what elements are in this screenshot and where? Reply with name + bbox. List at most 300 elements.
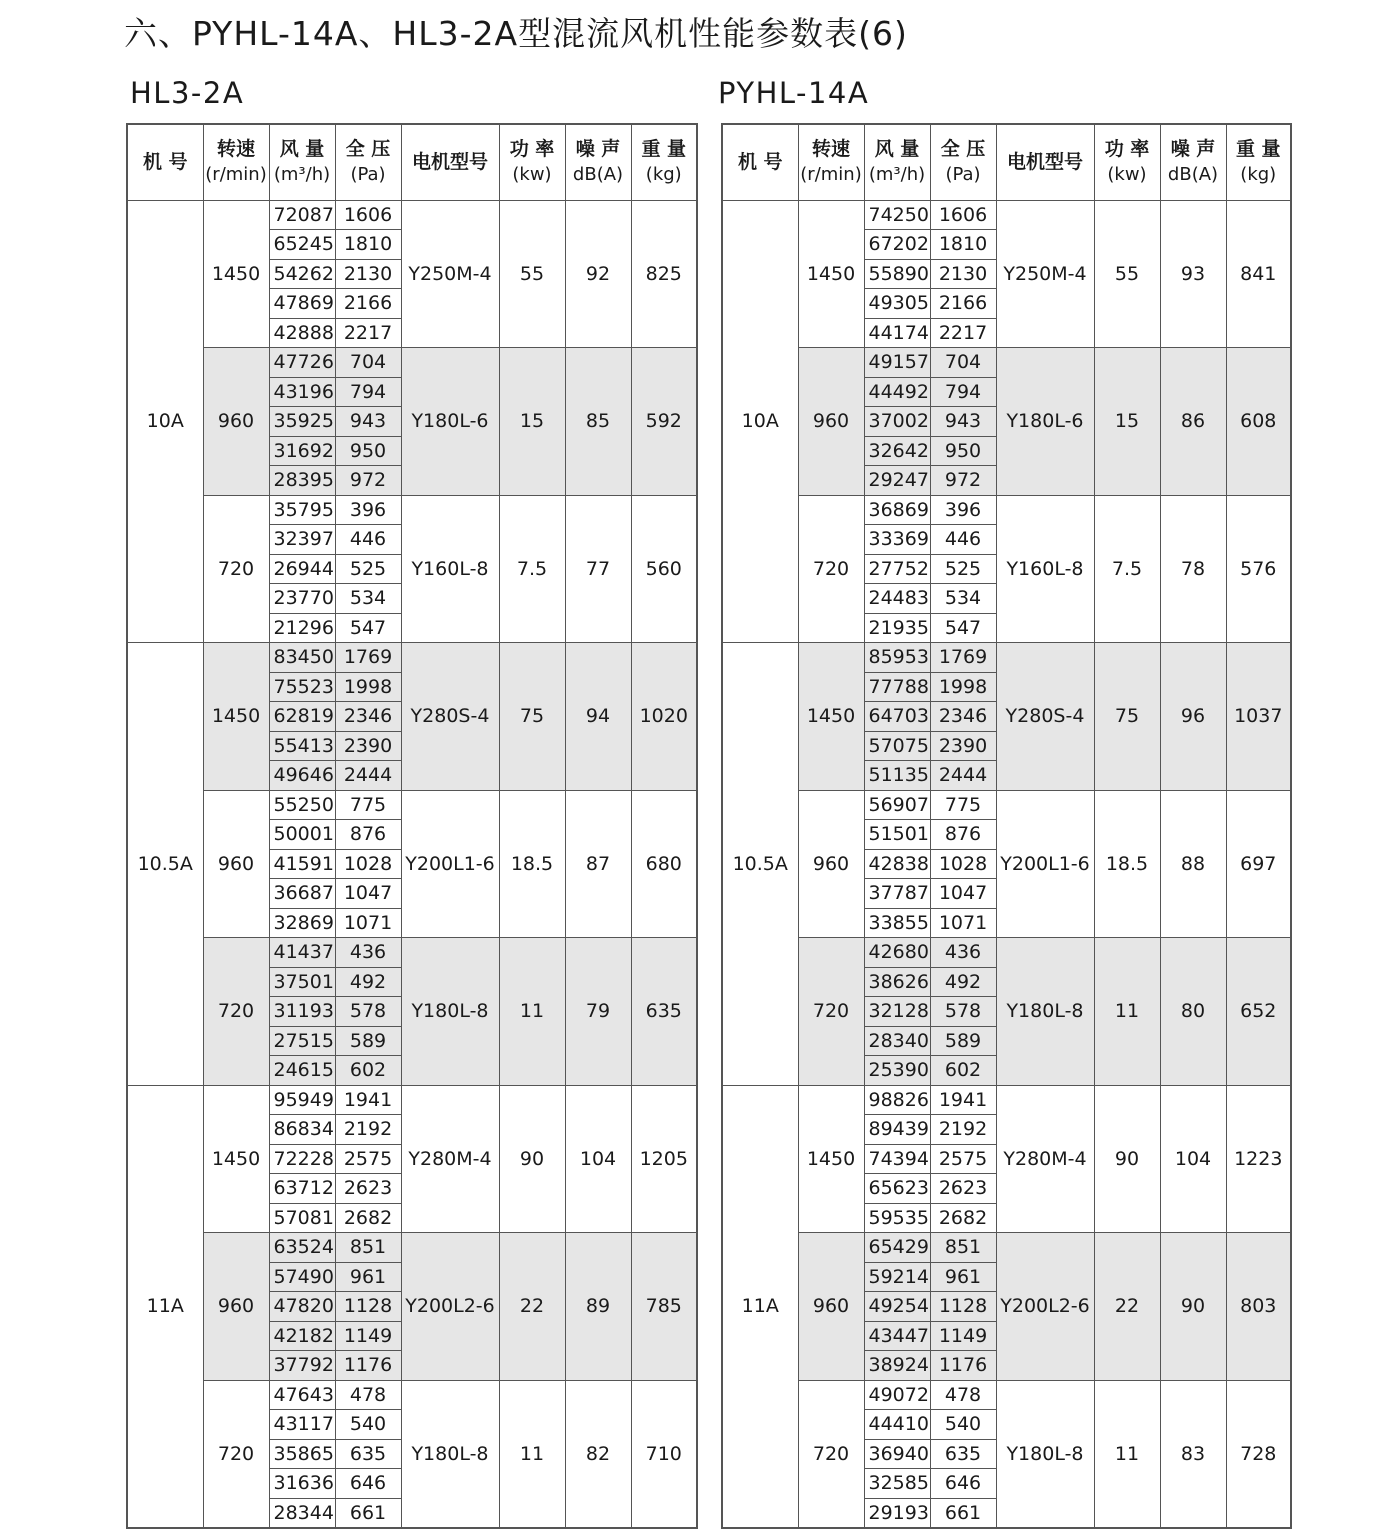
flow-cell: 23770 (269, 584, 335, 614)
flow-cell: 28395 (269, 466, 335, 496)
pressure-cell: 547 (335, 613, 401, 643)
power-cell: 90 (1094, 1085, 1160, 1233)
flow-cell: 77788 (864, 672, 930, 702)
pressure-cell: 534 (930, 584, 996, 614)
pressure-cell: 1176 (335, 1351, 401, 1381)
pressure-cell: 851 (930, 1233, 996, 1263)
motor-cell: Y180L-8 (996, 938, 1094, 1086)
flow-cell: 43196 (269, 377, 335, 407)
pressure-cell: 943 (335, 407, 401, 437)
table-row (127, 790, 697, 820)
table-row (127, 1380, 697, 1410)
flow-cell: 75523 (269, 672, 335, 702)
speed-cell: 960 (798, 790, 864, 938)
weight-cell: 1020 (631, 643, 697, 791)
pressure-cell: 2346 (335, 702, 401, 732)
pressure-cell: 1149 (930, 1321, 996, 1351)
flow-cell: 47643 (269, 1380, 335, 1410)
motor-cell: Y250M-4 (401, 200, 499, 348)
flow-cell: 83450 (269, 643, 335, 673)
flow-cell: 38626 (864, 967, 930, 997)
flow-cell: 25390 (864, 1056, 930, 1086)
weight-cell: 652 (1226, 938, 1291, 1086)
flow-cell: 98826 (864, 1085, 930, 1115)
noise-cell: 80 (1160, 938, 1226, 1086)
flow-cell: 57490 (269, 1262, 335, 1292)
motor-cell: Y180L-8 (401, 938, 499, 1086)
power-cell: 15 (499, 348, 565, 496)
noise-cell: 85 (565, 348, 631, 496)
flow-cell: 29247 (864, 466, 930, 496)
noise-cell: 93 (1160, 200, 1226, 348)
table-row (127, 1085, 697, 1115)
table-row (722, 1380, 1291, 1410)
flow-cell: 32642 (864, 436, 930, 466)
flow-cell: 49254 (864, 1292, 930, 1322)
flow-cell: 65245 (269, 230, 335, 260)
model-cell: 10.5A (722, 643, 798, 1086)
flow-cell: 37501 (269, 967, 335, 997)
flow-cell: 42182 (269, 1321, 335, 1351)
flow-cell: 36687 (269, 879, 335, 909)
pressure-cell: 547 (930, 613, 996, 643)
pressure-cell: 602 (930, 1056, 996, 1086)
flow-cell: 50001 (269, 820, 335, 850)
pressure-cell: 2390 (335, 731, 401, 761)
pressure-cell: 961 (335, 1262, 401, 1292)
pressure-cell: 1998 (335, 672, 401, 702)
pressure-cell: 1941 (930, 1085, 996, 1115)
weight-cell: 710 (631, 1380, 697, 1528)
motor-cell: Y180L-6 (401, 348, 499, 496)
flow-cell: 49157 (864, 348, 930, 378)
pressure-cell: 2217 (930, 318, 996, 348)
pressure-cell: 525 (335, 554, 401, 584)
pressure-cell: 1769 (930, 643, 996, 673)
flow-cell: 51501 (864, 820, 930, 850)
power-cell: 15 (1094, 348, 1160, 496)
flow-cell: 24615 (269, 1056, 335, 1086)
flow-cell: 21935 (864, 613, 930, 643)
header-speed: 转速 (r/min) (203, 124, 269, 200)
table-row (127, 200, 697, 230)
pressure-cell: 2192 (335, 1115, 401, 1145)
noise-cell: 89 (565, 1233, 631, 1381)
pressure-cell: 589 (930, 1026, 996, 1056)
table-row (722, 1085, 1291, 1115)
header-flow: 风 量 (m³/h) (864, 124, 930, 200)
pressure-cell: 1769 (335, 643, 401, 673)
pressure-cell: 525 (930, 554, 996, 584)
power-cell: 55 (499, 200, 565, 348)
flow-cell: 67202 (864, 230, 930, 260)
pressure-cell: 534 (335, 584, 401, 614)
flow-cell: 36869 (864, 495, 930, 525)
flow-cell: 64703 (864, 702, 930, 732)
power-cell: 11 (499, 938, 565, 1086)
table-name-pyhl-14a: PYHL-14A (718, 76, 870, 110)
flow-cell: 72228 (269, 1144, 335, 1174)
motor-cell: Y180L-8 (996, 1380, 1094, 1528)
pressure-cell: 2623 (335, 1174, 401, 1204)
pressure-cell: 851 (335, 1233, 401, 1263)
pressure-cell: 446 (930, 525, 996, 555)
pressure-cell: 1028 (335, 849, 401, 879)
pressure-cell: 478 (930, 1380, 996, 1410)
noise-cell: 96 (1160, 643, 1226, 791)
pressure-cell: 540 (335, 1410, 401, 1440)
power-cell: 11 (499, 1380, 565, 1528)
pressure-cell: 2192 (930, 1115, 996, 1145)
table-row (722, 1233, 1291, 1263)
power-cell: 18.5 (1094, 790, 1160, 938)
flow-cell: 29193 (864, 1498, 930, 1528)
pressure-cell: 1810 (930, 230, 996, 260)
flow-cell: 74250 (864, 200, 930, 230)
flow-cell: 49072 (864, 1380, 930, 1410)
pressure-cell: 794 (335, 377, 401, 407)
flow-cell: 44410 (864, 1410, 930, 1440)
model-cell: 11A (127, 1085, 203, 1528)
pressure-cell: 775 (930, 790, 996, 820)
noise-cell: 92 (565, 200, 631, 348)
pressure-cell: 1810 (335, 230, 401, 260)
speed-cell: 1450 (798, 200, 864, 348)
power-cell: 22 (1094, 1233, 1160, 1381)
table-row (722, 938, 1291, 968)
flow-cell: 28340 (864, 1026, 930, 1056)
pressure-cell: 876 (930, 820, 996, 850)
weight-cell: 825 (631, 200, 697, 348)
motor-cell: Y200L2-6 (996, 1233, 1094, 1381)
pressure-cell: 1071 (930, 908, 996, 938)
pressure-cell: 961 (930, 1262, 996, 1292)
flow-cell: 62819 (269, 702, 335, 732)
pressure-cell: 661 (335, 1498, 401, 1528)
header-motor: 电机型号 (996, 124, 1094, 200)
pressure-cell: 972 (335, 466, 401, 496)
noise-cell: 90 (1160, 1233, 1226, 1381)
power-cell: 75 (1094, 643, 1160, 791)
table-row (722, 348, 1291, 378)
speed-cell: 960 (203, 790, 269, 938)
header-row (722, 124, 1291, 200)
header-power: 功 率 (kw) (1094, 124, 1160, 200)
speed-cell: 1450 (203, 200, 269, 348)
motor-cell: Y280S-4 (996, 643, 1094, 791)
table-row (722, 200, 1291, 230)
flow-cell: 41437 (269, 938, 335, 968)
speed-cell: 960 (203, 348, 269, 496)
pressure-cell: 1941 (335, 1085, 401, 1115)
motor-cell: Y180L-6 (996, 348, 1094, 496)
header-pressure: 全 压 (Pa) (930, 124, 996, 200)
table-row (127, 495, 697, 525)
weight-cell: 635 (631, 938, 697, 1086)
flow-cell: 85953 (864, 643, 930, 673)
flow-cell: 55250 (269, 790, 335, 820)
header-speed: 转速 (r/min) (798, 124, 864, 200)
noise-cell: 86 (1160, 348, 1226, 496)
pressure-cell: 794 (930, 377, 996, 407)
flow-cell: 24483 (864, 584, 930, 614)
pressure-cell: 646 (930, 1469, 996, 1499)
power-cell: 7.5 (499, 495, 565, 643)
header-noise: 噪 声 dB(A) (565, 124, 631, 200)
noise-cell: 87 (565, 790, 631, 938)
flow-cell: 59214 (864, 1262, 930, 1292)
flow-cell: 49646 (269, 761, 335, 791)
header-row (127, 124, 697, 200)
motor-cell: Y160L-8 (401, 495, 499, 643)
pressure-cell: 972 (930, 466, 996, 496)
flow-cell: 32585 (864, 1469, 930, 1499)
table-row (722, 495, 1291, 525)
speed-cell: 720 (203, 1380, 269, 1528)
pressure-cell: 1128 (335, 1292, 401, 1322)
flow-cell: 51135 (864, 761, 930, 791)
pressure-cell: 446 (335, 525, 401, 555)
motor-cell: Y280M-4 (996, 1085, 1094, 1233)
pressure-cell: 950 (930, 436, 996, 466)
pressure-cell: 1071 (335, 908, 401, 938)
noise-cell: 94 (565, 643, 631, 791)
header-power: 功 率 (kw) (499, 124, 565, 200)
flow-cell: 57081 (269, 1203, 335, 1233)
pressure-cell: 589 (335, 1026, 401, 1056)
weight-cell: 560 (631, 495, 697, 643)
weight-cell: 841 (1226, 200, 1291, 348)
pressure-cell: 396 (335, 495, 401, 525)
spec-table-hl3-2a (126, 123, 698, 1529)
flow-cell: 31636 (269, 1469, 335, 1499)
flow-cell: 35925 (269, 407, 335, 437)
pressure-cell: 950 (335, 436, 401, 466)
flow-cell: 63712 (269, 1174, 335, 1204)
pressure-cell: 2575 (335, 1144, 401, 1174)
speed-cell: 720 (203, 938, 269, 1086)
noise-cell: 104 (565, 1085, 631, 1233)
pressure-cell: 540 (930, 1410, 996, 1440)
pressure-cell: 1606 (335, 200, 401, 230)
noise-cell: 79 (565, 938, 631, 1086)
flow-cell: 74394 (864, 1144, 930, 1174)
power-cell: 11 (1094, 1380, 1160, 1528)
speed-cell: 960 (798, 1233, 864, 1381)
table-row (127, 938, 697, 968)
pressure-cell: 876 (335, 820, 401, 850)
table-row (127, 348, 697, 378)
pressure-cell: 478 (335, 1380, 401, 1410)
speed-cell: 720 (798, 938, 864, 1086)
flow-cell: 44492 (864, 377, 930, 407)
pressure-cell: 492 (335, 967, 401, 997)
weight-cell: 803 (1226, 1233, 1291, 1381)
pressure-cell: 2444 (930, 761, 996, 791)
flow-cell: 31193 (269, 997, 335, 1027)
noise-cell: 78 (1160, 495, 1226, 643)
pressure-cell: 1998 (930, 672, 996, 702)
motor-cell: Y200L2-6 (401, 1233, 499, 1381)
table-row (722, 643, 1291, 673)
flow-cell: 47726 (269, 348, 335, 378)
power-cell: 11 (1094, 938, 1160, 1086)
header-flow: 风 量 (m³/h) (269, 124, 335, 200)
motor-cell: Y200L1-6 (401, 790, 499, 938)
speed-cell: 720 (798, 1380, 864, 1528)
pressure-cell: 1028 (930, 849, 996, 879)
pressure-cell: 492 (930, 967, 996, 997)
pressure-cell: 578 (335, 997, 401, 1027)
power-cell: 22 (499, 1233, 565, 1381)
pressure-cell: 1176 (930, 1351, 996, 1381)
flow-cell: 59535 (864, 1203, 930, 1233)
speed-cell: 1450 (798, 1085, 864, 1233)
spec-table-pyhl-14a (721, 123, 1292, 1529)
pressure-cell: 775 (335, 790, 401, 820)
page-title: 六、PYHL-14A、HL3-2A型混流风机性能参数表(6) (124, 14, 908, 53)
power-cell: 75 (499, 643, 565, 791)
pressure-cell: 704 (930, 348, 996, 378)
flow-cell: 27515 (269, 1026, 335, 1056)
pressure-cell: 2217 (335, 318, 401, 348)
pressure-cell: 661 (930, 1498, 996, 1528)
flow-cell: 36940 (864, 1439, 930, 1469)
pressure-cell: 635 (930, 1439, 996, 1469)
pressure-cell: 602 (335, 1056, 401, 1086)
flow-cell: 32397 (269, 525, 335, 555)
flow-cell: 42838 (864, 849, 930, 879)
header-model-no: 机 号 (722, 124, 798, 200)
weight-cell: 785 (631, 1233, 697, 1381)
model-cell: 10.5A (127, 643, 203, 1086)
header-pressure: 全 压 (Pa) (335, 124, 401, 200)
pressure-cell: 2346 (930, 702, 996, 732)
flow-cell: 42680 (864, 938, 930, 968)
flow-cell: 43117 (269, 1410, 335, 1440)
motor-cell: Y160L-8 (996, 495, 1094, 643)
power-cell: 55 (1094, 200, 1160, 348)
flow-cell: 42888 (269, 318, 335, 348)
speed-cell: 1450 (798, 643, 864, 791)
flow-cell: 57075 (864, 731, 930, 761)
pressure-cell: 2444 (335, 761, 401, 791)
model-cell: 10A (722, 200, 798, 643)
flow-cell: 32869 (269, 908, 335, 938)
pressure-cell: 646 (335, 1469, 401, 1499)
flow-cell: 65429 (864, 1233, 930, 1263)
noise-cell: 77 (565, 495, 631, 643)
flow-cell: 38924 (864, 1351, 930, 1381)
weight-cell: 1037 (1226, 643, 1291, 791)
pressure-cell: 2130 (335, 259, 401, 289)
motor-cell: Y280M-4 (401, 1085, 499, 1233)
speed-cell: 1450 (203, 643, 269, 791)
speed-cell: 960 (798, 348, 864, 496)
weight-cell: 608 (1226, 348, 1291, 496)
noise-cell: 82 (565, 1380, 631, 1528)
flow-cell: 21296 (269, 613, 335, 643)
header-motor: 电机型号 (401, 124, 499, 200)
flow-cell: 95949 (269, 1085, 335, 1115)
flow-cell: 86834 (269, 1115, 335, 1145)
noise-cell: 83 (1160, 1380, 1226, 1528)
flow-cell: 33855 (864, 908, 930, 938)
flow-cell: 55413 (269, 731, 335, 761)
flow-cell: 35865 (269, 1439, 335, 1469)
pressure-cell: 704 (335, 348, 401, 378)
model-cell: 11A (722, 1085, 798, 1528)
weight-cell: 1205 (631, 1085, 697, 1233)
flow-cell: 35795 (269, 495, 335, 525)
table-name-hl3-2a: HL3-2A (130, 76, 245, 110)
pressure-cell: 2166 (930, 289, 996, 319)
flow-cell: 32128 (864, 997, 930, 1027)
flow-cell: 54262 (269, 259, 335, 289)
flow-cell: 63524 (269, 1233, 335, 1263)
flow-cell: 33369 (864, 525, 930, 555)
flow-cell: 27752 (864, 554, 930, 584)
speed-cell: 960 (203, 1233, 269, 1381)
header-noise: 噪 声 dB(A) (1160, 124, 1226, 200)
pressure-cell: 2682 (335, 1203, 401, 1233)
pressure-cell: 1047 (335, 879, 401, 909)
table-row (127, 1233, 697, 1263)
motor-cell: Y250M-4 (996, 200, 1094, 348)
header-weight: 重 量 (kg) (1226, 124, 1291, 200)
motor-cell: Y280S-4 (401, 643, 499, 791)
weight-cell: 592 (631, 348, 697, 496)
pressure-cell: 1047 (930, 879, 996, 909)
flow-cell: 47820 (269, 1292, 335, 1322)
flow-cell: 37002 (864, 407, 930, 437)
flow-cell: 49305 (864, 289, 930, 319)
flow-cell: 65623 (864, 1174, 930, 1204)
weight-cell: 697 (1226, 790, 1291, 938)
weight-cell: 1223 (1226, 1085, 1291, 1233)
weight-cell: 576 (1226, 495, 1291, 643)
pressure-cell: 1606 (930, 200, 996, 230)
pressure-cell: 1128 (930, 1292, 996, 1322)
flow-cell: 72087 (269, 200, 335, 230)
pressure-cell: 943 (930, 407, 996, 437)
flow-cell: 41591 (269, 849, 335, 879)
pressure-cell: 578 (930, 997, 996, 1027)
pressure-cell: 436 (930, 938, 996, 968)
flow-cell: 37792 (269, 1351, 335, 1381)
power-cell: 18.5 (499, 790, 565, 938)
pressure-cell: 2682 (930, 1203, 996, 1233)
pressure-cell: 635 (335, 1439, 401, 1469)
weight-cell: 728 (1226, 1380, 1291, 1528)
flow-cell: 28344 (269, 1498, 335, 1528)
pressure-cell: 2623 (930, 1174, 996, 1204)
flow-cell: 55890 (864, 259, 930, 289)
weight-cell: 680 (631, 790, 697, 938)
flow-cell: 47869 (269, 289, 335, 319)
pressure-cell: 2575 (930, 1144, 996, 1174)
pressure-cell: 396 (930, 495, 996, 525)
table-row (722, 790, 1291, 820)
noise-cell: 104 (1160, 1085, 1226, 1233)
speed-cell: 1450 (203, 1085, 269, 1233)
noise-cell: 88 (1160, 790, 1226, 938)
pressure-cell: 436 (335, 938, 401, 968)
table-row (127, 643, 697, 673)
power-cell: 7.5 (1094, 495, 1160, 643)
model-cell: 10A (127, 200, 203, 643)
pressure-cell: 2166 (335, 289, 401, 319)
